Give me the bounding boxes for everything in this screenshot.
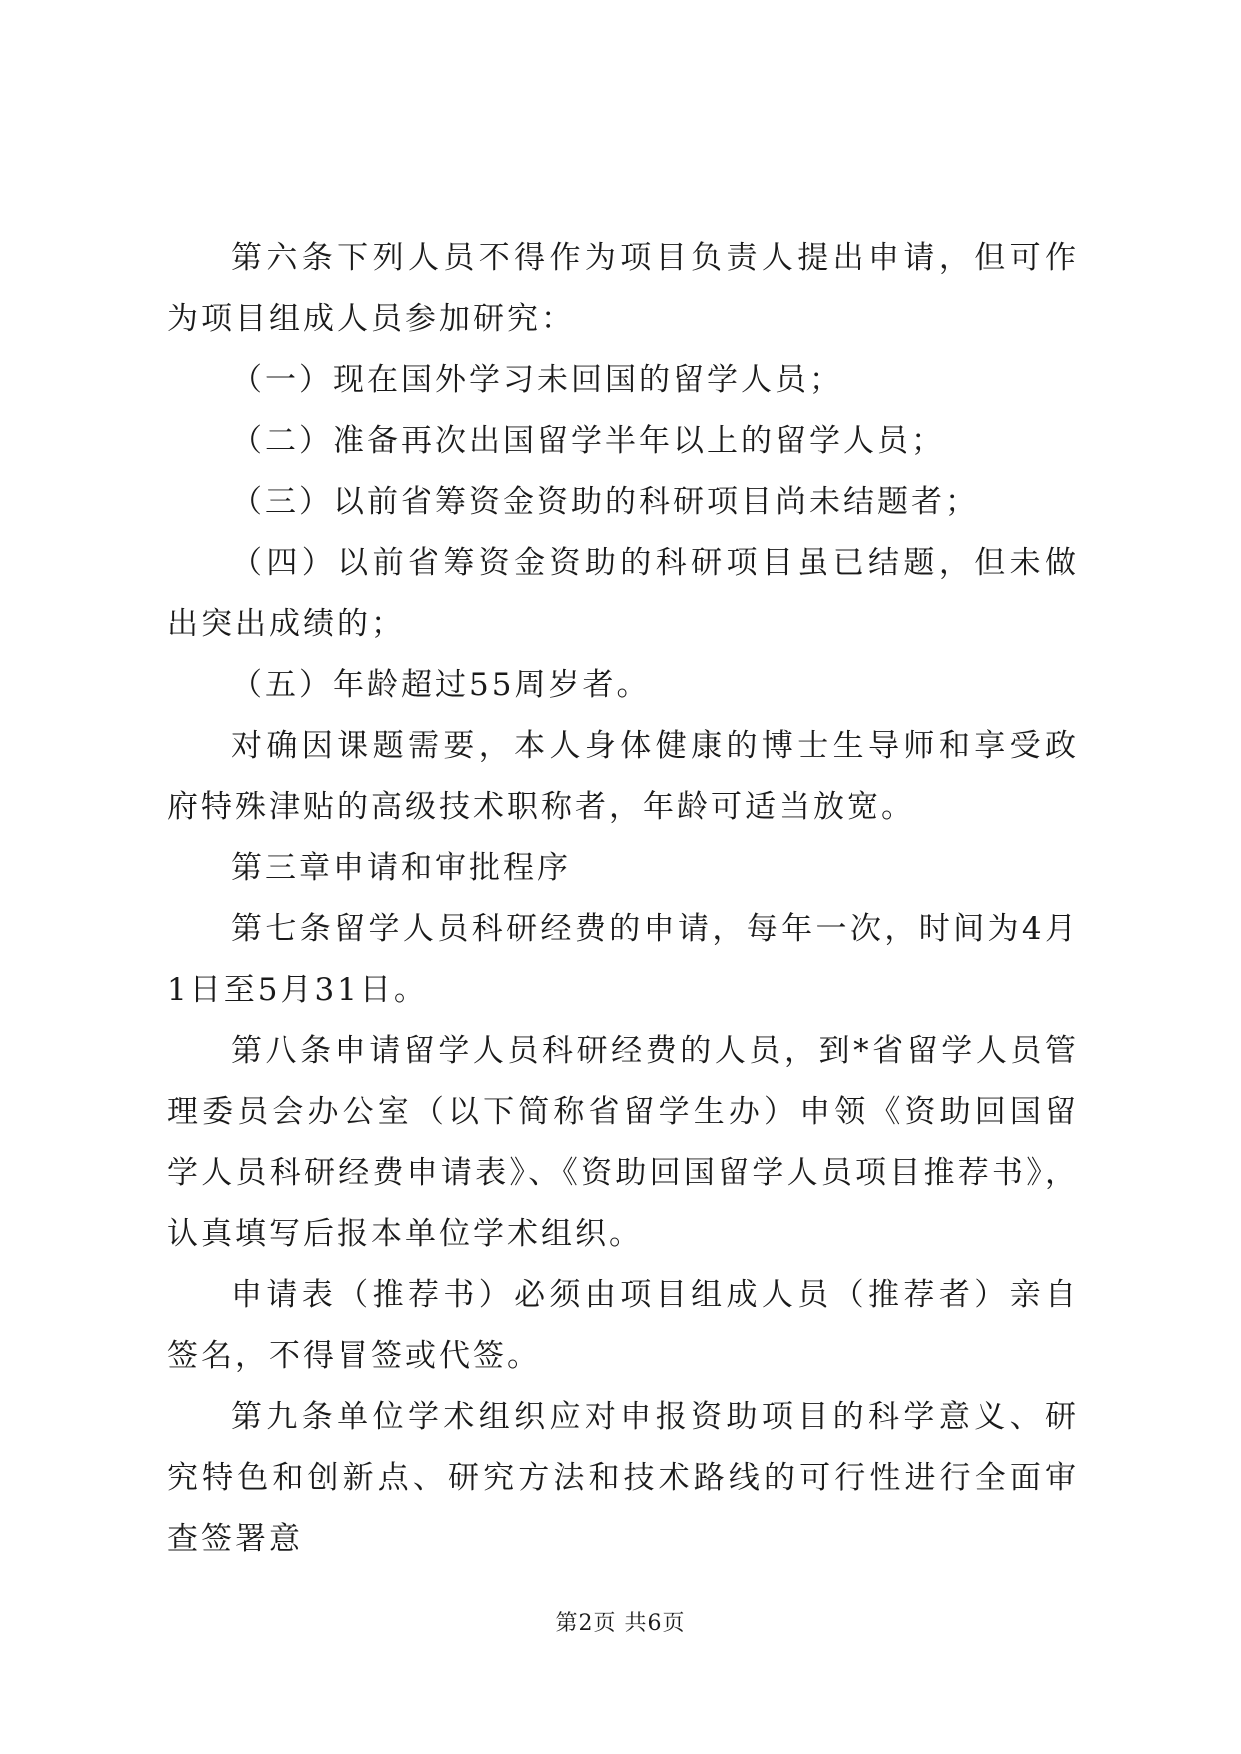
document-body [167, 228, 1079, 1570]
chapter-3-heading: 第三章申请和审批程序 [231, 850, 571, 886]
article-6-paragraph: 第六条下列人员不得作为项目负责人提出申请，但可作为项目组成人员参加研究： [167, 240, 1079, 337]
article-8-paragraph: 第八条申请留学人员科研经费的人员，到*省留学人员管理委员会办公室（以下简称省留学生办）申领《资助回国留学人员科研经费申请表》、《资助回国留学人员项目推荐书》，认真填写后报本单位学术组织。 [167, 1033, 1079, 1252]
article-7-paragraph: 第七条留学人员科研经费的申请，每年一次，时间为4月1日至5月31日。 [167, 911, 1079, 1008]
signature-requirement-paragraph: 申请表（推荐书）必须由项目组成人员（推荐者）亲自签名，不得冒签或代签。 [167, 1277, 1079, 1374]
list-item-4: （四）以前省筹资金资助的科研项目虽已结题，但未做出突出成绩的； [167, 545, 1079, 642]
page-number-footer: 第2页 共6页 [555, 1611, 686, 1636]
list-item-5: （五）年龄超过55周岁者。 [231, 667, 651, 703]
list-item-2: （二）准备再次出国留学半年以上的留学人员； [231, 423, 945, 459]
age-exception-paragraph: 对确因课题需要，本人身体健康的博士生导师和享受政府特殊津贴的高级技术职称者，年龄可适当放宽。 [167, 728, 1079, 825]
list-item-1: （一）现在国外学习未回国的留学人员； [231, 362, 843, 398]
article-9-paragraph: 第九条单位学术组织应对申报资助项目的科学意义、研究特色和创新点、研究方法和技术路线的可行性进行全面审查签署意 [167, 1399, 1079, 1557]
list-item-3: （三）以前省筹资金资助的科研项目尚未结题者； [231, 484, 979, 520]
